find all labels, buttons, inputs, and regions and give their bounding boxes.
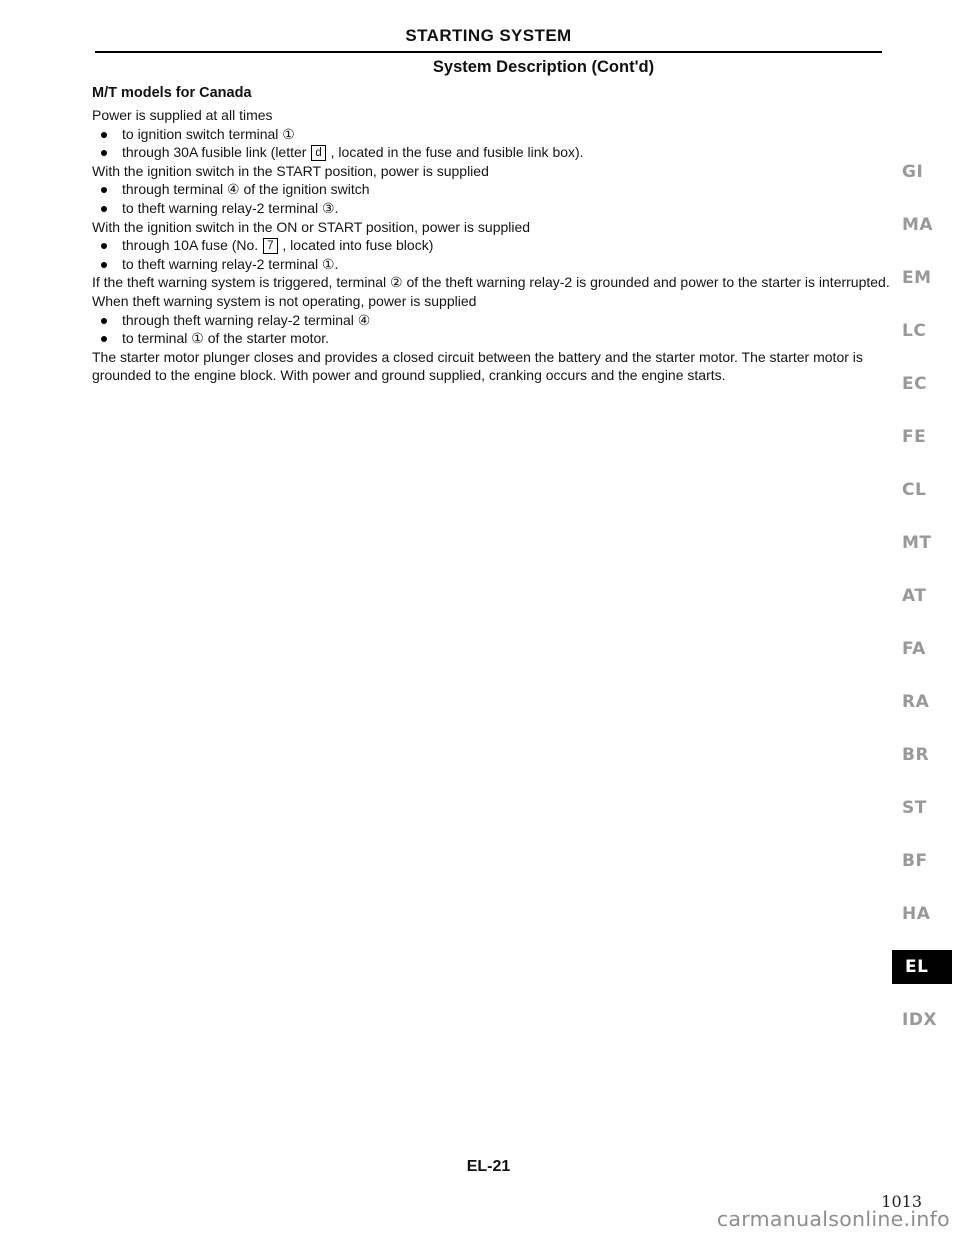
boxed-reference: d	[311, 145, 325, 161]
bullet-icon	[101, 336, 107, 342]
text-line: With the ignition switch in the ON or START position, power is supplied	[92, 218, 531, 235]
bullet-icon	[101, 187, 107, 193]
section-tab-cl: CL	[902, 480, 927, 500]
bullet-line: to ignition switch terminal ①	[92, 125, 894, 144]
bullet-icon	[101, 206, 107, 212]
section-heading: M/T models for Canada	[92, 85, 252, 101]
page-subtitle: System Description (Cont'd)	[432, 58, 655, 76]
bullet-icon	[101, 318, 107, 324]
section-tab-fe: FE	[902, 427, 927, 447]
bullet-line: to theft warning relay-2 terminal ③.	[92, 199, 894, 218]
bullet-line: to theft warning relay-2 terminal ①.	[92, 255, 894, 274]
section-tabs	[892, 161, 960, 1031]
bullet-icon	[101, 150, 107, 156]
footer-page-label: EL-21	[466, 1158, 511, 1175]
bullet-icon	[101, 262, 107, 268]
boxed-reference: 7	[263, 238, 277, 254]
body-lines	[92, 106, 894, 385]
section-tab-ec: EC	[902, 374, 928, 394]
bullet-line: through terminal ④ of the ignition switch	[92, 180, 894, 199]
section-tab-idx: IDX	[902, 1010, 938, 1030]
watermark: carmanualsonline.info	[716, 1207, 950, 1231]
text-line: With the ignition switch in the START position, power is supplied	[92, 162, 489, 179]
bullet-line: through 10A fuse (No. 7 , located into fuse block)	[92, 236, 894, 255]
bullet-icon	[101, 243, 107, 249]
section-tab-gi: GI	[902, 162, 924, 182]
page-title: STARTING SYSTEM	[95, 26, 882, 53]
section-tab-br: BR	[902, 745, 930, 765]
bullet-line: to terminal ① of the starter motor.	[92, 329, 894, 348]
section-tab-el: EL	[892, 950, 952, 984]
section-tab-ha: HA	[902, 904, 931, 924]
section-tab-at: AT	[902, 586, 927, 606]
text-line: The starter motor plunger closes and provides a closed circuit between the battery and the starter motor. The starter motor is grounded to the engine block. With power and ground supplied, cranking occurs and the engine starts.	[92, 348, 863, 384]
section-tab-bf: BF	[902, 851, 928, 871]
section-tab-ma: MA	[902, 215, 934, 235]
text-line: Power is supplied at all times	[92, 107, 273, 123]
section-tab-lc: LC	[902, 321, 927, 341]
bullet-icon	[101, 132, 107, 138]
section-tab-em: EM	[902, 268, 932, 288]
text-line: If the theft warning system is triggered, terminal ② of the theft warning relay-2 is grounded and power to the starter is interrupted.	[92, 274, 890, 291]
section-tab-mt: MT	[902, 533, 932, 553]
section-tab-ra: RA	[902, 692, 930, 712]
section-tab-st: ST	[902, 798, 927, 818]
bullet-line: through theft warning relay-2 terminal ④	[92, 311, 894, 330]
print-number: 1013	[881, 1192, 922, 1211]
text-line: When theft warning system is not operating, power is supplied	[92, 292, 477, 309]
bullet-line: through 30A fusible link (letter d , located in the fuse and fusible link box).	[92, 143, 894, 162]
section-tab-fa: FA	[902, 639, 926, 659]
